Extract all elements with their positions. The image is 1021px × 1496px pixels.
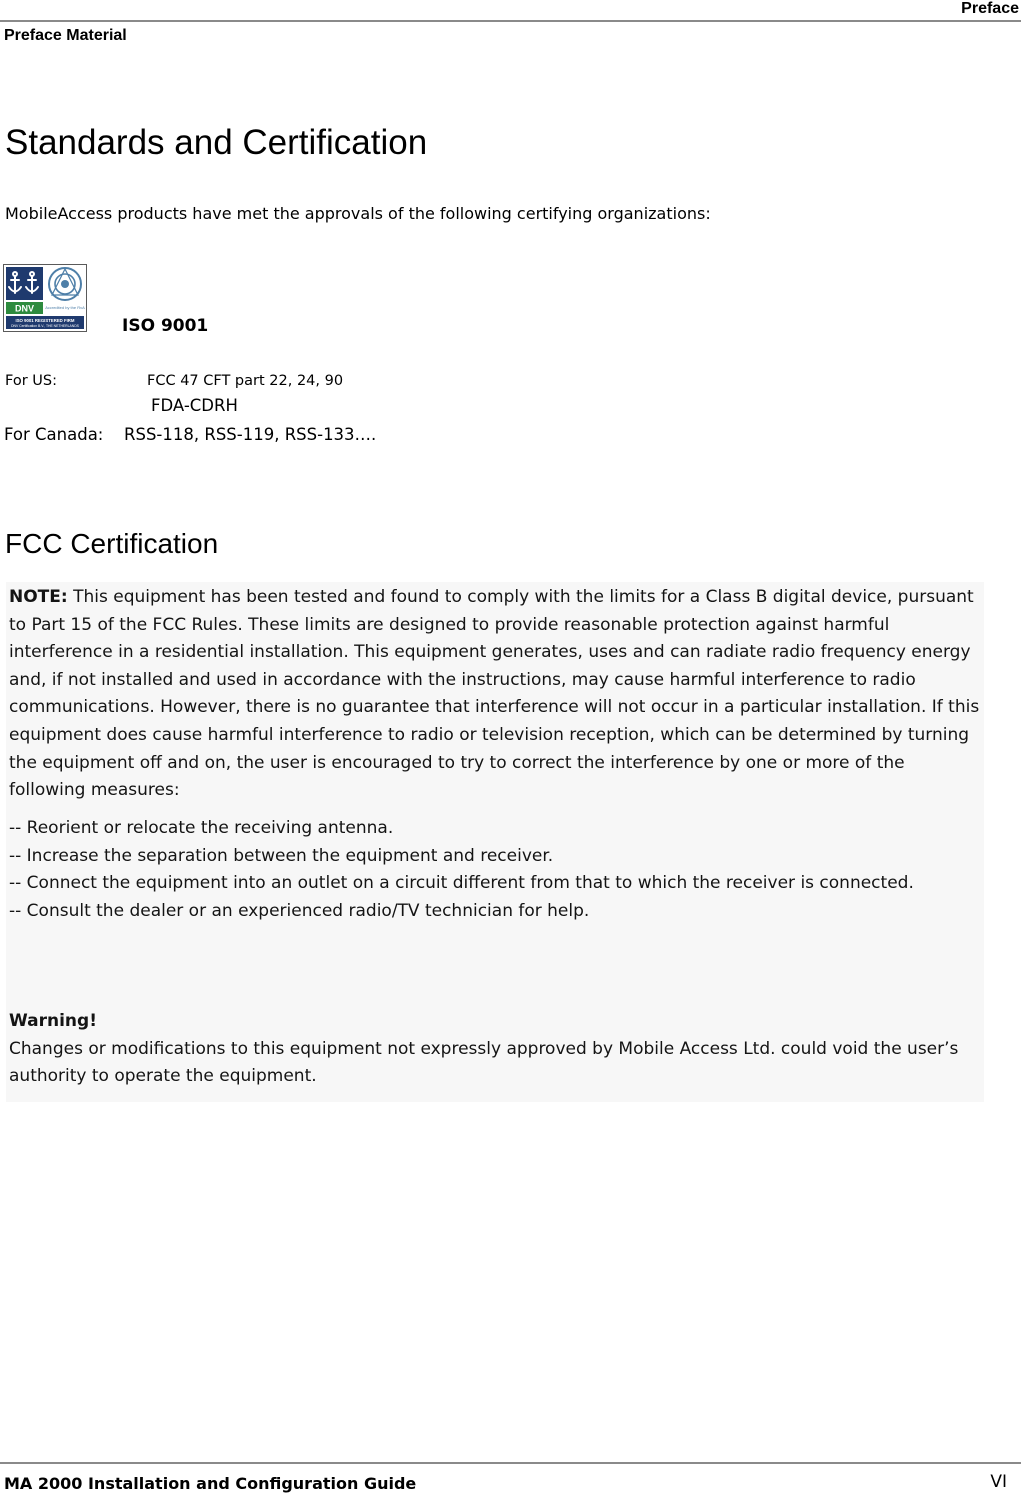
header-subsection-title: Preface Material bbox=[4, 27, 127, 44]
header-section-title: Preface bbox=[961, 0, 1019, 17]
header-rule bbox=[0, 20, 1021, 22]
footer-rule bbox=[0, 1462, 1021, 1464]
measure-item: -- Reorient or relocate the receiving antenna. bbox=[9, 818, 394, 838]
dnv-brand-text: DNV bbox=[14, 303, 35, 314]
footer-page-number: VI bbox=[990, 1472, 1007, 1492]
warning-title: Warning! bbox=[9, 1011, 97, 1031]
us-fcc-value: FCC 47 CFT part 22, 24, 90 bbox=[147, 373, 344, 389]
measure-item: -- Increase the separation between the equipment and receiver. bbox=[9, 845, 554, 866]
note-body: This equipment has been tested and found to comply with the limits for a Class B digital device, pursuant to Part 15 of the FCC Rules. These limits are designed to provide reasonable protection against harmful interference in a residential installation. This equipment generates, uses and can radiate radio frequency energy and, if not installed and used in accordance with the instructions, may cause harmful interference to radio communications. However, there is no guarantee that interference will not occur in a particular installation. If this equipment does cause harmful interference to radio or television reception, which can be determined by turning the equipment off and on, the user is encouraged to try to correct the interference by one or more of the following measures: bbox=[9, 587, 980, 801]
footer-guide-title: MA 2000 Installation and Configuration Guide bbox=[4, 1474, 417, 1493]
iso-9001-caption: ISO 9001 bbox=[122, 316, 209, 336]
note-lead: NOTE: bbox=[9, 587, 68, 607]
us-label: For US: bbox=[5, 373, 57, 389]
fcc-warning bbox=[9, 1008, 984, 1091]
fcc-heading: FCC Certification bbox=[5, 528, 219, 559]
iso-registered-text: ISO 9001 REGISTERED FIRM bbox=[15, 318, 75, 323]
warning-body: Changes or modifications to this equipment not expressly approved by Mobile Access Ltd. could void the user’s authority to operate the equipment. bbox=[9, 1038, 959, 1087]
standards-intro: MobileAccess products have met the approvals of the following certifying organizations: bbox=[5, 204, 711, 223]
dnv-cert-line-text: DNV Certification B.V., THE NETHERLANDS bbox=[11, 324, 79, 328]
fcc-measures-list bbox=[9, 815, 984, 925]
dnv-iso-certification-logo-icon bbox=[3, 264, 87, 332]
canada-label: For Canada: bbox=[4, 425, 104, 444]
standards-heading: Standards and Certification bbox=[5, 123, 428, 162]
fcc-note-paragraph bbox=[9, 584, 984, 805]
measure-item: -- Connect the equipment into an outlet on a circuit different from that to which the receiver is connected. bbox=[9, 873, 914, 894]
us-fda-value: FDA-CDRH bbox=[151, 396, 238, 415]
fcc-notice-block bbox=[6, 582, 984, 1102]
rva-accredited-text: Accredited by the RvA bbox=[45, 305, 85, 310]
canada-value: RSS-118, RSS-119, RSS-133…. bbox=[124, 425, 377, 444]
measure-item: -- Consult the dealer or an experienced radio/TV technician for help. bbox=[9, 900, 590, 921]
